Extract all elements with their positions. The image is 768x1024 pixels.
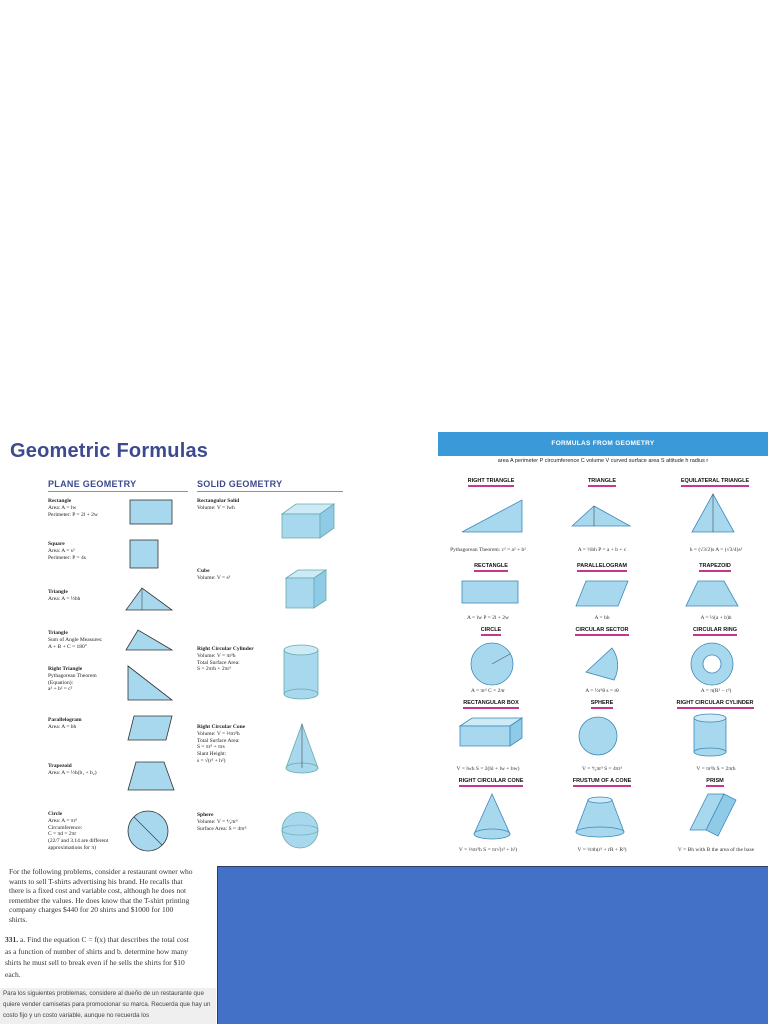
label-prism: PRISM [670,778,760,787]
sphere-figure [280,808,324,852]
formula-right-circular-cylinder: V = πr²h S = 2πrh [696,766,736,772]
label-rectangular-box: RECTANGULAR BOX [446,700,536,709]
problem-spanish-text: Para los siguientes problemas, considere al dueño de un restaurante que quiere vender camisetas para promocionar su marca. Recuerda que hay un costo fijo y un costo variable, aunque no recuerda los [0,988,216,1024]
triangle-figure [120,584,180,614]
sheet-title: Geometric Formulas [10,440,209,462]
label-triangle: TRIANGLE [557,478,647,487]
formula-frustum-of-a-cone: V = ⅓πh(r² + rR + R²) [577,847,627,853]
label-circle: CIRCLE [446,627,536,636]
cube-figure [278,564,334,616]
label-equilateral-triangle: EQUILATERAL TRIANGLE [670,478,760,487]
fg-trapezoid-figure [682,578,742,610]
formula-parallelogram: A = bh [594,615,610,621]
trapezoid-figure [120,756,180,796]
solid-heading-rule [197,491,343,492]
rectangle-figure [120,496,180,532]
geometric-formulas-sheet [0,432,436,864]
formula-equilateral-triangle: h = (√3/2)s A = (√3/4)s² [689,547,743,553]
solid-formula-cube: Cube Volume: V = s³ [197,568,231,581]
plane-formula-circle: Circle Area: A = πr² Circumference: C = πd = 2πr (22/7 and 3.14 are different approximations for π) [48,811,109,851]
right-triangle-figure [120,660,180,704]
fg-frustum-figure [572,792,628,844]
fg-sphere-figure [578,714,622,758]
formula-trapezoid: A = ½(a + b)h [700,615,732,621]
solid-formula-rectangular-solid: Rectangular Solid Volume: V = lwh [197,498,240,511]
problem-question [5,934,195,980]
fg-equilateral-triangle-figure [688,492,738,536]
plane-formula-triangle-angles: Triangle Sum of Angle Measures: A + B + C = 180° [48,630,103,650]
plane-formula-rectangle: Rectangle Area: A = lw Perimeter: P = 2l + 2w [48,498,98,518]
formula-right-triangle: Pythagorean Theorem: c² = a² + b² [450,547,526,553]
circle-figure [120,808,180,854]
fg-cone-figure [468,792,518,844]
label-sphere: SPHERE [557,700,647,709]
solid-formula-sphere: Sphere Volume: V = ⁴⁄₃πr³ Surface Area: S = 4πr² [197,812,247,832]
fg-rectangle-figure [458,578,528,608]
formula-circle: A = πr² C = 2πr [470,688,506,694]
solid-geometry-heading: SOLID GEOMETRY [197,479,283,489]
label-right-triangle: RIGHT TRIANGLE [446,478,536,487]
label-right-circular-cone: RIGHT CIRCULAR CONE [446,778,536,787]
problem-question-text: a. Find the equation C = f(x) that describes the total cost as a function of number of shirts and b. determine how many shirts he must sell to break even if he sells the shirts for $10 each. [5,935,189,979]
plane-formula-square: Square Area: A = s² Perimeter: P = 4s [48,541,86,561]
fg-triangle-figure [568,502,636,532]
formula-rectangular-box: V = lwh S = 2(hl + lw + hw) [456,766,520,772]
fg-circular-sector-figure [578,642,622,686]
fg-parallelogram-figure [572,578,632,610]
plane-geometry-heading: PLANE GEOMETRY [48,479,137,489]
parallelogram-figure [120,712,180,746]
triangle-angles-figure [120,626,180,656]
label-circular-ring: CIRCULAR RING [670,627,760,636]
label-trapezoid: TRAPEZOID [670,563,760,572]
fg-rectangular-box-figure [454,714,534,754]
rectangular-solid-figure [272,498,346,548]
plane-formula-right-triangle: Right Triangle Pythagorean Theorem (Equation): a² + b² = c² [48,666,97,693]
label-frustum-of-a-cone: FRUSTUM OF A CONE [557,778,647,787]
problem-number: 331. [5,935,19,944]
problem-intro: For the following problems, consider a restaurant owner who wants to sell T-shirts advertising his brand. He recalls that there is a fixed cost and variable cost, although he does not remember the values. He does know that the T-shirt printing company charges $440 for 20 shirts and $1000 for 100 shirts. [9,867,193,924]
plane-formula-triangle-area: Triangle Area: A = ½bh [48,589,81,602]
solid-formula-cylinder: Right Circular Cylinder Volume: V = πr²h Total Surface Area: S = 2πrh + 2πr² [197,646,254,673]
formula-circular-ring: A = π(R² − r²) [700,688,732,694]
formulas-header-bar: FORMULAS FROM GEOMETRY [438,432,768,456]
formula-right-circular-cone: V = ⅓πr²h S = πr√(r² + h²) [458,847,518,853]
formula-prism: V = Bh with B the area of the base [677,847,755,853]
variable-legend: area A perimeter P circumference C volume V curved surface area S altitude h radius r [497,458,709,464]
plane-formula-parallelogram: Parallelogram Area: A = bh [48,717,82,730]
formula-sphere: V = ⁴⁄₃πr³ S = 4πr² [581,766,623,772]
problem-section [0,864,216,1024]
fg-circular-ring-figure [688,640,738,688]
plane-formula-trapezoid: Trapezoid Area: A = ½h(b₁ + b₂) [48,763,97,776]
solid-formula-cone: Right Circular Cone Volume: V = ⅓πr²h Total Surface Area: S = πr² + πrs Slant Height: s = √(r² + h²) [197,724,246,764]
label-parallelogram: PARALLELOGRAM [557,563,647,572]
plane-heading-rule [48,491,188,492]
cylinder-figure [278,642,332,702]
formula-triangle: A = ½bh P = a + b + c [577,547,627,553]
square-figure [120,536,180,576]
fg-cylinder-figure [688,712,738,760]
formulas-from-geometry-sheet [438,432,768,864]
fg-right-triangle-figure [458,494,528,538]
blue-panel [217,866,768,1024]
fg-prism-figure [686,790,742,842]
formula-circular-sector: A = ½r²θ s = rθ [585,688,619,694]
label-right-circular-cylinder: RIGHT CIRCULAR CYLINDER [670,700,760,709]
label-rectangle: RECTANGLE [446,563,536,572]
fg-circle-figure [468,640,518,688]
label-circular-sector: CIRCULAR SECTOR [557,627,647,636]
cone-figure [280,720,330,778]
formula-rectangle: A = lw P = 2l + 2w [467,615,509,621]
